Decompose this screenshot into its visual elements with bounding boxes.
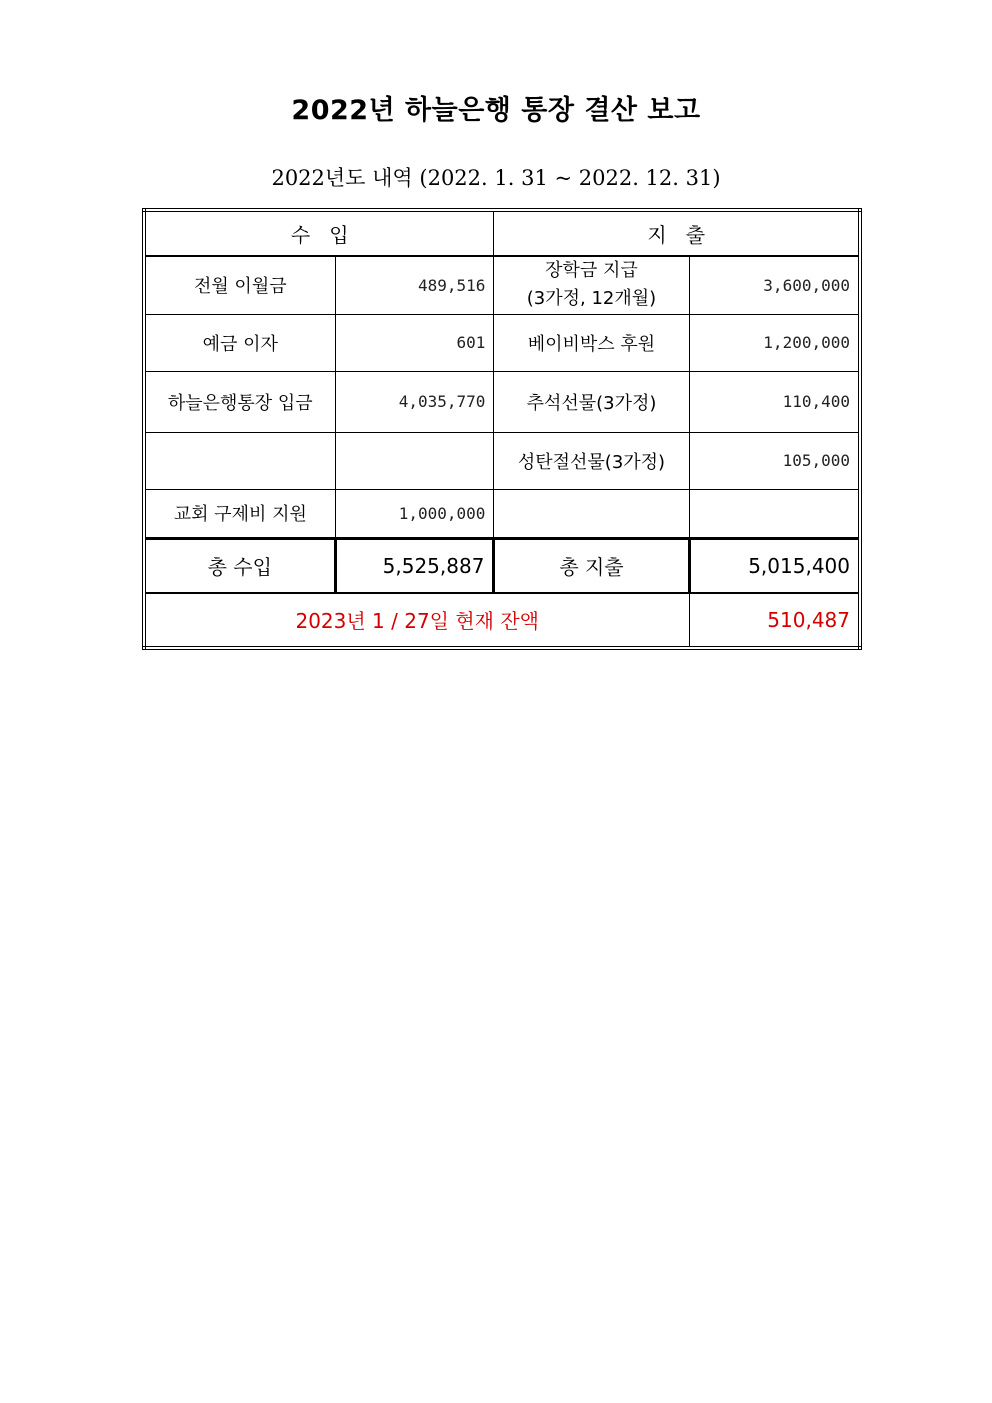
expense-label: 추석선물(3가정) xyxy=(494,371,689,432)
total-expense-label: 총 지출 xyxy=(494,538,689,593)
income-label: 교회 구제비 지원 xyxy=(144,489,335,538)
income-amount xyxy=(335,432,494,489)
income-label: 전월 이월금 xyxy=(144,256,335,314)
expense-label: 성탄절선물(3가정) xyxy=(494,432,689,489)
table-row xyxy=(144,371,860,432)
balance-label: 2023년 1 / 27일 현재 잔액 xyxy=(144,593,689,648)
balance-row xyxy=(144,593,860,648)
income-header: 수 입 xyxy=(144,210,494,256)
income-label xyxy=(144,432,335,489)
period-subtitle: 2022년도 내역 (2022. 1. 31 ~ 2022. 12. 31) xyxy=(271,166,721,190)
expense-amount: 3,600,000 xyxy=(689,256,860,314)
table-header-row xyxy=(144,210,860,256)
income-amount: 489,516 xyxy=(335,256,494,314)
total-income-label: 총 수입 xyxy=(144,538,335,593)
expense-amount: 105,000 xyxy=(689,432,860,489)
expense-amount: 1,200,000 xyxy=(689,314,860,371)
income-amount: 1,000,000 xyxy=(335,489,494,538)
expense-amount xyxy=(689,489,860,538)
expense-label xyxy=(494,489,689,538)
total-income-value: 5,525,887 xyxy=(335,538,494,593)
table-row xyxy=(144,489,860,538)
total-expense-value: 5,015,400 xyxy=(689,538,860,593)
settlement-table xyxy=(142,208,862,650)
expense-amount: 110,400 xyxy=(689,371,860,432)
income-label: 하늘은행통장 입금 xyxy=(144,371,335,432)
totals-row xyxy=(144,538,860,593)
expense-label-line2: (3가정, 12개월) xyxy=(526,288,657,310)
table-row xyxy=(144,432,860,489)
income-amount: 601 xyxy=(335,314,494,371)
balance-value: 510,487 xyxy=(689,593,860,648)
income-label: 예금 이자 xyxy=(144,314,335,371)
table-row xyxy=(144,314,860,371)
page-title: 2022년 하늘은행 통장 결산 보고 xyxy=(291,95,701,126)
expense-label-line1: 장학금 지급 xyxy=(545,260,638,282)
expense-label xyxy=(494,256,689,314)
expense-label: 베이비박스 후원 xyxy=(494,314,689,371)
table-row xyxy=(144,256,860,314)
expense-header: 지 출 xyxy=(494,210,860,256)
income-amount: 4,035,770 xyxy=(335,371,494,432)
